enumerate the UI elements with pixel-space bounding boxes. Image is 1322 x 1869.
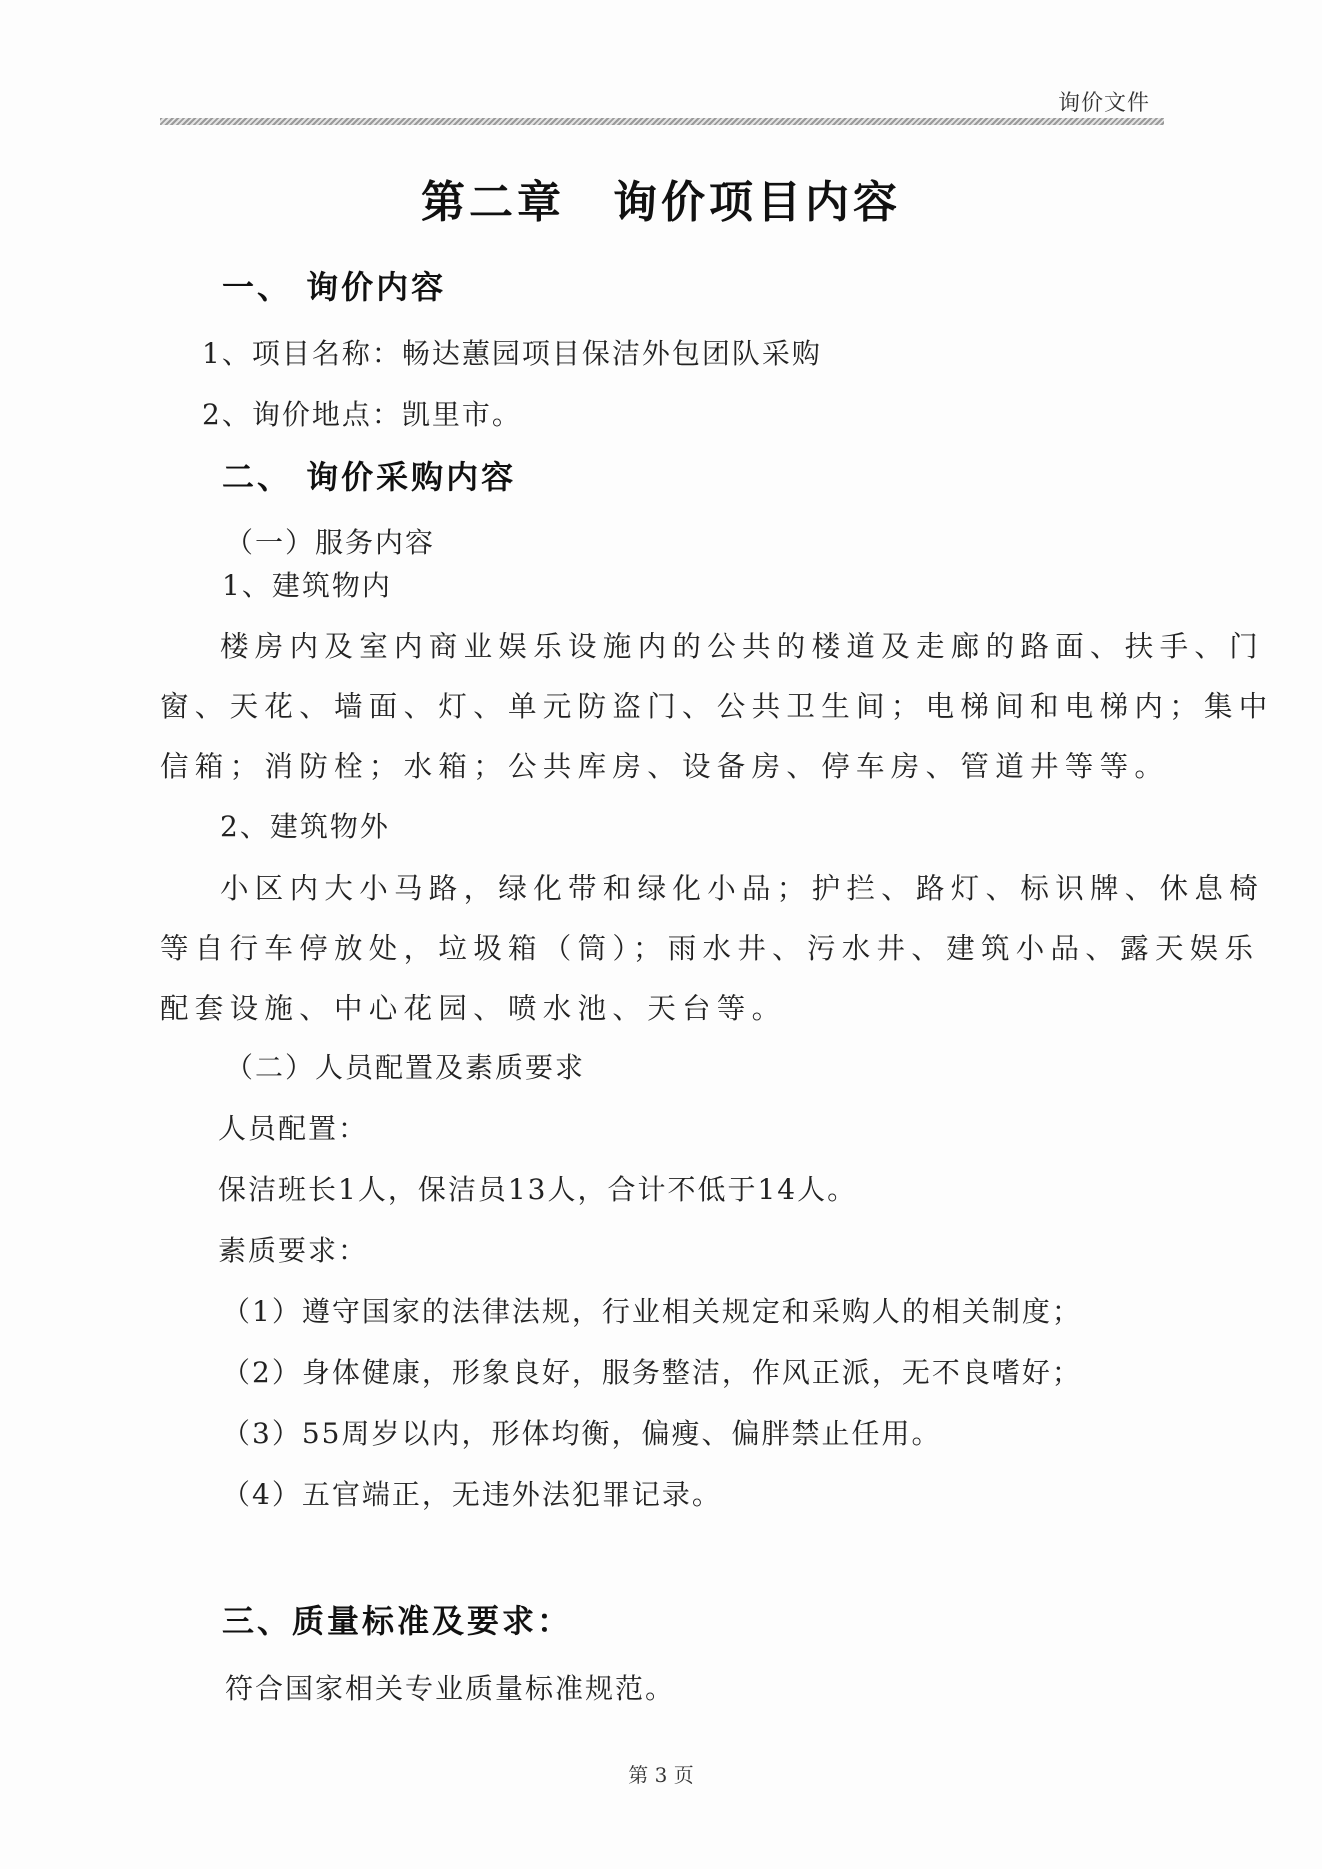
quality-standard-text: 符合国家相关专业质量标准规范。 xyxy=(225,1672,676,1705)
inside-building-line-3: 信箱；消防栓；水箱；公共库房、设备房、停车房、管道井等等。 xyxy=(160,750,1170,783)
outside-building-line-1: 小区内大小马路，绿化带和绿化小品；护拦、路灯、标识牌、休息椅 xyxy=(220,872,1265,905)
chapter-title: 第二章 询价项目内容 xyxy=(421,177,901,228)
header-label: 询价文件 xyxy=(1058,91,1151,116)
outside-building-line-3: 配套设施、中心花园、喷水池、天台等。 xyxy=(160,992,787,1025)
inside-building-line-1: 楼房内及室内商业娱乐设施内的公共的楼道及走廊的路面、扶手、门 xyxy=(220,630,1265,663)
page-number: 第 3 页 xyxy=(628,1763,694,1787)
inside-building-title: 1、建筑物内 xyxy=(222,569,392,602)
requirement-item: （4）五官端正，无违外法犯罪记录。 xyxy=(222,1478,722,1511)
project-name-item: 1、项目名称：畅达蕙园项目保洁外包团队采购 xyxy=(202,337,822,370)
staffing-text: 保洁班长1人，保洁员13人，合计不低于14人。 xyxy=(218,1173,858,1206)
inside-building-line-2: 窗、天花、墙面、灯、单元防盗门、公共卫生间；电梯间和电梯内；集中 xyxy=(160,690,1274,723)
outside-building-title: 2、建筑物外 xyxy=(220,810,390,843)
quality-label: 素质要求： xyxy=(218,1234,369,1267)
requirement-item: （2）身体健康，形象良好，服务整洁，作风正派，无不良嗜好； xyxy=(222,1356,1082,1389)
staffing-label: 人员配置： xyxy=(218,1112,369,1145)
section1-heading: 一、 询价内容 xyxy=(222,268,447,306)
section3-heading: 三、质量标准及要求： xyxy=(222,1602,573,1640)
header-rule xyxy=(160,118,1164,125)
staffing-section-title: （二）人员配置及素质要求 xyxy=(225,1051,586,1084)
outside-building-line-2: 等自行车停放处，垃圾箱（筒）；雨水井、污水井、建筑小品、露天娱乐 xyxy=(160,932,1260,965)
service-content-title: （一）服务内容 xyxy=(225,526,436,559)
requirement-item: （3）55周岁以内，形体均衡，偏瘦、偏胖禁止任用。 xyxy=(222,1417,942,1450)
location-item: 2、询价地点：凯里市。 xyxy=(202,398,522,431)
section2-heading: 二、 询价采购内容 xyxy=(222,458,517,496)
requirement-item: （1）遵守国家的法律法规，行业相关规定和采购人的相关制度； xyxy=(222,1295,1082,1328)
